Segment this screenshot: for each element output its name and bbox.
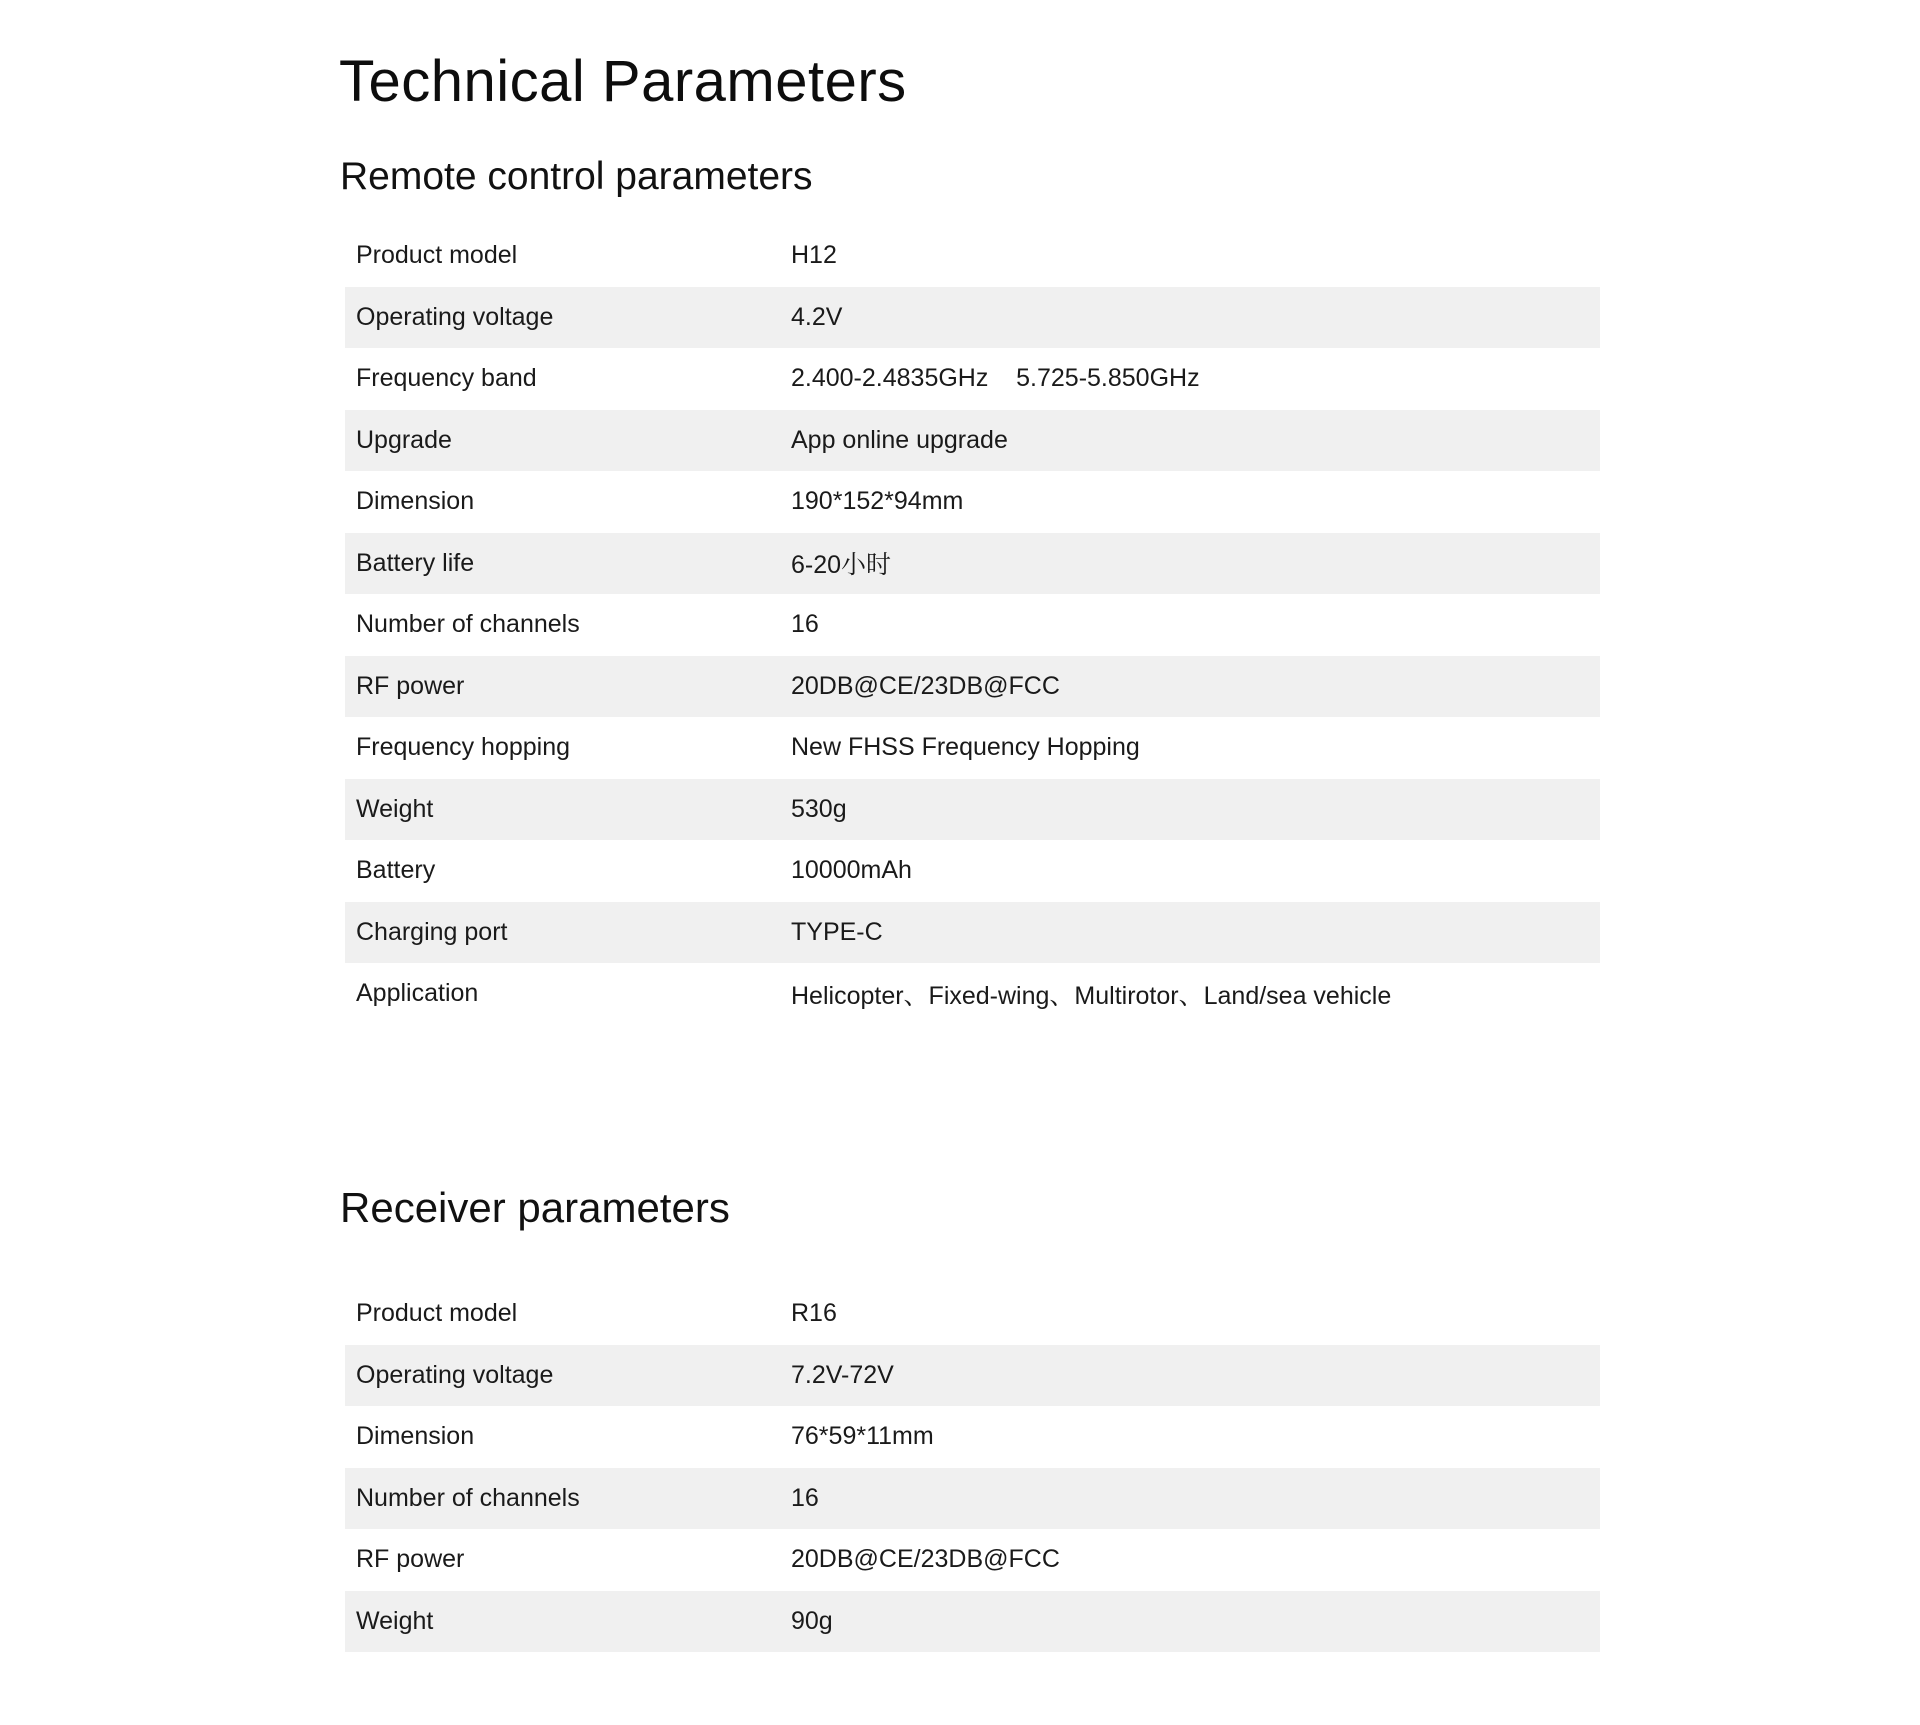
param-value: 6-20小时 <box>791 533 1600 595</box>
param-value: 10000mAh <box>791 856 912 885</box>
table-row <box>345 1591 1600 1653</box>
param-value: 20DB@CE/23DB@FCC <box>791 656 1600 718</box>
param-label: Operating voltage <box>345 1345 791 1407</box>
table-row <box>345 225 1600 287</box>
page-title: Technical Parameters <box>339 49 907 114</box>
table-row <box>345 471 1600 533</box>
table-row <box>345 348 1600 410</box>
param-value: 90g <box>791 1591 1600 1653</box>
table-row <box>345 902 1600 964</box>
param-label: Charging port <box>345 902 791 964</box>
param-value: R16 <box>791 1299 837 1328</box>
table-row <box>345 656 1600 718</box>
param-label: Battery life <box>345 533 791 595</box>
table-row <box>345 533 1600 595</box>
param-value: 20DB@CE/23DB@FCC <box>791 1545 1060 1574</box>
param-label: Weight <box>345 779 791 841</box>
table-row <box>345 410 1600 472</box>
table-row <box>345 717 1600 779</box>
remote-section-title: Remote control parameters <box>340 155 813 198</box>
param-value: 190*152*94mm <box>791 487 964 516</box>
param-value: App online upgrade <box>791 410 1600 472</box>
table-row <box>345 963 1600 1025</box>
table-row <box>345 1283 1600 1345</box>
param-value: 76*59*11mm <box>791 1422 934 1451</box>
param-label: Upgrade <box>345 410 791 472</box>
param-label: Battery <box>356 856 436 885</box>
table-row <box>345 287 1600 349</box>
param-value: Helicopter、Fixed-wing、Multirotor、Land/sea vehicle <box>791 981 1392 1010</box>
param-value: H12 <box>791 241 837 270</box>
receiver-section-title: Receiver parameters <box>340 1184 730 1231</box>
table-row <box>345 594 1600 656</box>
receiver-parameters-table <box>345 1283 1600 1652</box>
param-value: 7.2V-72V <box>791 1345 1600 1407</box>
table-row <box>345 779 1600 841</box>
param-label: Product model <box>356 1299 518 1328</box>
param-label: Dimension <box>356 1422 475 1451</box>
param-label: Frequency hopping <box>356 733 571 762</box>
param-label: RF power <box>356 1545 465 1574</box>
table-row <box>345 1406 1600 1468</box>
param-value: 16 <box>791 610 819 639</box>
remote-parameters-table <box>345 225 1600 1025</box>
param-label: Frequency band <box>356 364 537 393</box>
param-value: New FHSS Frequency Hopping <box>791 733 1140 762</box>
param-value: 4.2V <box>791 287 1600 349</box>
table-row <box>345 1529 1600 1591</box>
param-label: RF power <box>345 656 791 718</box>
param-label: Number of channels <box>345 1468 791 1530</box>
table-row <box>345 1345 1600 1407</box>
param-label: Number of channels <box>356 610 580 639</box>
param-label: Product model <box>356 241 518 270</box>
table-row <box>345 1468 1600 1530</box>
param-value: TYPE-C <box>791 902 1600 964</box>
param-value: 16 <box>791 1468 1600 1530</box>
param-label: Dimension <box>356 487 475 516</box>
param-value: 2.400-2.4835GHz 5.725-5.850GHz <box>791 364 1200 393</box>
param-value: 530g <box>791 779 1600 841</box>
param-label: Weight <box>345 1591 791 1653</box>
param-label: Application <box>356 979 479 1008</box>
table-row <box>345 840 1600 902</box>
param-label: Operating voltage <box>345 287 791 349</box>
